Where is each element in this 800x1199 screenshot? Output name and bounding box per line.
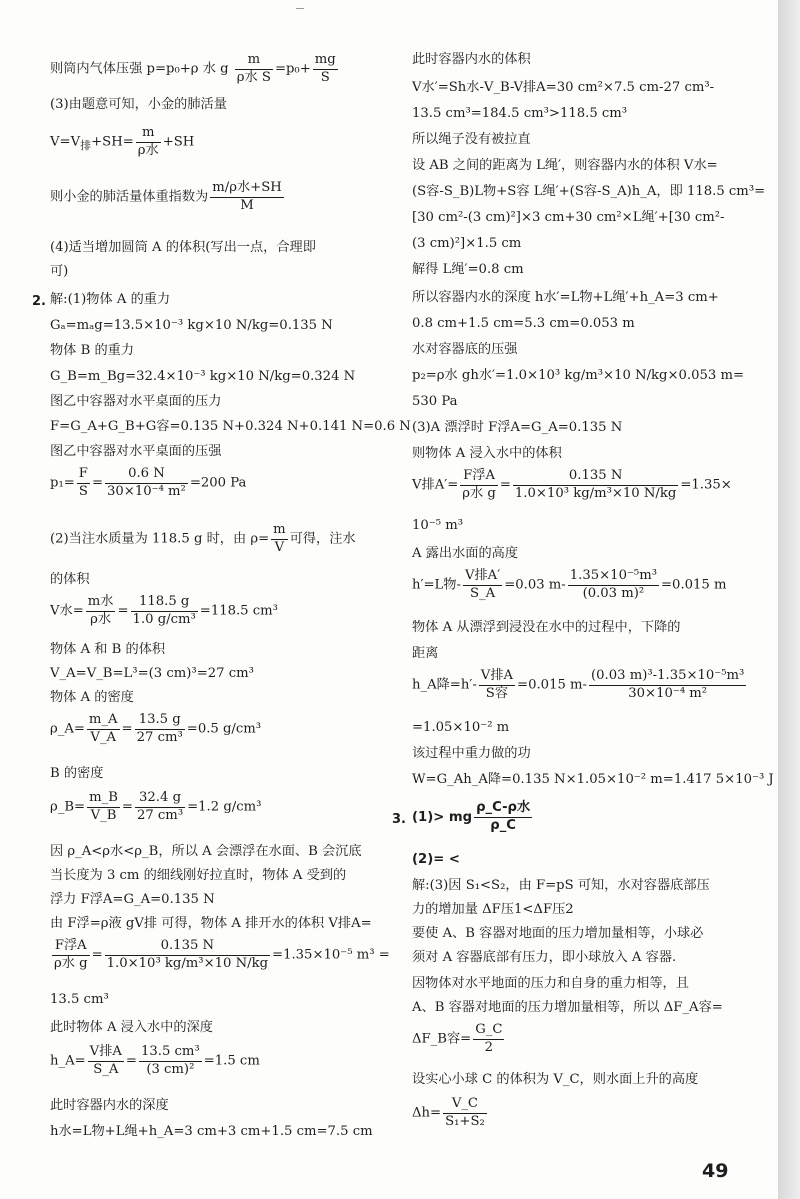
line: 13.5 cm³=184.5 cm³>118.5 cm³ bbox=[412, 106, 628, 121]
line: Gₐ=mₐg=13.5×10⁻³ kg×10 N/kg=0.135 N bbox=[50, 318, 333, 333]
line: V水= m水 ρ水 = $\frac{118.5 g}{\text{1.0 g/cm³}}$ =118.5 cm³ bbox=[50, 594, 278, 627]
line: 此时物体 A 浸入水中的深度 bbox=[50, 1020, 213, 1035]
line: Δh= $\frac{V\_C}{\text{S₁+S₂}}$ bbox=[412, 1096, 485, 1129]
line: 该过程中重力做的功 bbox=[412, 746, 531, 761]
line: h水=L物+L绳+h_A=3 cm+3 cm+1.5 cm=7.5 cm bbox=[50, 1124, 373, 1139]
line: p₁= $\frac{F}{S}$ = $\frac{0.6 N}{\text{30×10⁻⁴ m²}}$ =200 Pa bbox=[50, 466, 247, 499]
line: (3)A 漂浮时 F浮A=G_A=0.135 N bbox=[412, 420, 623, 435]
line: 解:(1)物体 A 的重力 bbox=[50, 292, 171, 307]
line: (S容-S_B)L物+S容 L绳′+(S容-S_A)h_A，即 118.5 cm³= bbox=[412, 184, 766, 199]
line: $V=V_排+SH=$ m ρ水 +SH bbox=[50, 125, 195, 158]
line: ΔF_B容= $\frac{G\_C}{2}$ bbox=[412, 1022, 503, 1055]
line: (3)由题意可知，小金的肺活量 bbox=[50, 97, 227, 112]
line: 则筒内气体压强 p=p₀+ρ 水 g m ρ水 S =p₀+ $\frac{mg}{S}$ bbox=[50, 52, 336, 85]
line: V排A′= F浮A ρ水 g = $\frac{0.135 N}{\text{1.0×10³ kg/m³×10 N/kg}}$ =1.35× bbox=[412, 468, 732, 501]
line: V水′=Sh水-V_B-V排A=30 cm²×7.5 cm-27 cm³- bbox=[412, 80, 715, 95]
line: V_A=V_B=L³=(3 cm)³=27 cm³ bbox=[50, 666, 254, 681]
line: 因物体对水平地面的压力和自身的重力相等，且 bbox=[412, 976, 689, 991]
line: 的体积 bbox=[50, 572, 90, 587]
line: 则物体 A 浸入水中的体积 bbox=[412, 446, 562, 461]
line: 物体 A 和 B 的体积 bbox=[50, 642, 166, 657]
line: 物体 A 从漂浮到浸没在水中的过程中，下降的 bbox=[412, 620, 681, 635]
line: 由 F浮=ρ液 gV排 可得，物体 A 排开水的体积 V排A= bbox=[50, 916, 372, 931]
line: A、B 容器对地面的压力增加量相等，所以 ΔF_A容= bbox=[412, 1000, 723, 1015]
line: h_A降=h′- V排A S容 =0.015 m- $\frac{\text{(0.03 m)³-1.35×10⁻⁵m³}}{\text{30×10⁻⁴ m²}}$ bbox=[412, 668, 745, 701]
line: 浮力 F浮A=G_A=0.135 N bbox=[50, 892, 215, 907]
line: p₂=ρ水 gh水′=1.0×10³ kg/m³×10 N/kg×0.053 m= bbox=[412, 368, 745, 383]
line: 13.5 cm³ bbox=[50, 992, 109, 1007]
line: 水对容器底的压强 bbox=[412, 342, 518, 357]
line: B 的密度 bbox=[50, 766, 104, 781]
line: F=G_A+G_B+G容=0.135 N+0.324 N+0.141 N=0.6 N bbox=[50, 419, 411, 434]
line: 10⁻⁵ m³ bbox=[412, 518, 464, 533]
line: 须对 A 容器底部有压力，即小球放入 A 容器. bbox=[412, 950, 677, 965]
line: =1.05×10⁻² m bbox=[412, 720, 510, 735]
line: 因 ρ_A<ρ水<ρ_B，所以 A 会漂浮在水面、B 会沉底 bbox=[50, 844, 362, 859]
line: A 露出水面的高度 bbox=[412, 546, 519, 561]
line: 图乙中容器对水平桌面的压力 bbox=[50, 394, 222, 409]
line: (4)适当增加圆筒 A 的体积(写出一点，合理即 bbox=[50, 240, 316, 255]
line: 设 AB 之间的距离为 L绳′，则容器内水的体积 V水= bbox=[412, 158, 718, 173]
line: G_B=m_Bg=32.4×10⁻³ kg×10 N/kg=0.324 N bbox=[50, 369, 356, 384]
line: (3 cm)²]×1.5 cm bbox=[412, 236, 522, 251]
line: 0.8 cm+1.5 cm=5.3 cm=0.053 m bbox=[412, 316, 635, 331]
line: 解:(3)因 S₁<S₂，由 F=pS 可知，水对容器底部压 bbox=[412, 878, 710, 893]
question-number: 2. bbox=[32, 294, 46, 309]
line: W=G_Ah_A降=0.135 N×1.05×10⁻² m=1.417 5×10⁻³ J bbox=[412, 772, 774, 787]
question-number: 3. bbox=[392, 812, 406, 827]
line: F浮A ρ水 g = $\frac{0.135 N}{\text{1.0×10³ kg/m³×10 N/kg}}$ =1.35×10⁻⁵ m³ = bbox=[54, 938, 390, 971]
line: 可) bbox=[50, 264, 69, 279]
line: (2)当注水质量为 118.5 g 时，由 ρ= $\frac{m}{V}$ 可得，注水 bbox=[50, 522, 356, 555]
line: 所以绳子没有被拉直 bbox=[412, 132, 531, 147]
page-number: 49 bbox=[702, 1160, 729, 1182]
page-edge bbox=[778, 0, 800, 1199]
line: ρ_A= $\frac{m\_A}{V\_A}$ = $\frac{13.5 g}{\text{27 cm³}}$ =0.5 g/cm³ bbox=[50, 712, 262, 745]
line: 则小金的肺活量体重指数为 m/ρ水+SH M bbox=[50, 180, 282, 213]
line: h′=L物- V排A′ S_A =0.03 m- $\frac{\text{1.35×10⁻⁵m³}}{\text{(0.03 m)²}}$ =0.015 m bbox=[412, 568, 727, 601]
line: ρ_B= $\frac{m\_B}{V\_B}$ = $\frac{32.4 g}{\text{27 cm³}}$ =1.2 g/cm³ bbox=[50, 790, 262, 823]
line: 要使 A、B 容器对地面的压力增加量相等，小球必 bbox=[412, 926, 704, 941]
line: 图乙中容器对水平桌面的压强 bbox=[50, 444, 222, 459]
line: 530 Pa bbox=[412, 394, 458, 409]
line: [30 cm²-(3 cm)²]×3 cm+30 cm²×L绳′+[30 cm²- bbox=[412, 210, 725, 225]
line: 此时容器内水的体积 bbox=[412, 52, 531, 67]
line: 设实心小球 C 的体积为 V_C，则水面上升的高度 bbox=[412, 1072, 699, 1087]
line: 解得 L绳′=0.8 cm bbox=[412, 262, 524, 277]
line: 此时容器内水的深度 bbox=[50, 1098, 169, 1113]
line: (2)= < bbox=[412, 852, 460, 867]
line: 力的增加量 ΔF压1<ΔF压2 bbox=[412, 902, 574, 917]
scan-mark bbox=[296, 8, 304, 9]
line: h_A= V排A S_A = $\frac{\text{13.5 cm³}}{\text{(3 cm)²}}$ =1.5 cm bbox=[50, 1044, 260, 1077]
line: (1)> mg ρ_C-ρ水 ρ_C bbox=[412, 800, 531, 833]
line: 所以容器内水的深度 h水′=L物+L绳′+h_A=3 cm+ bbox=[412, 290, 719, 305]
line: 物体 B 的重力 bbox=[50, 343, 135, 358]
line: 当长度为 3 cm 的细线刚好拉直时，物体 A 受到的 bbox=[50, 868, 347, 883]
line: 物体 A 的密度 bbox=[50, 690, 134, 705]
line: 距离 bbox=[412, 646, 439, 661]
